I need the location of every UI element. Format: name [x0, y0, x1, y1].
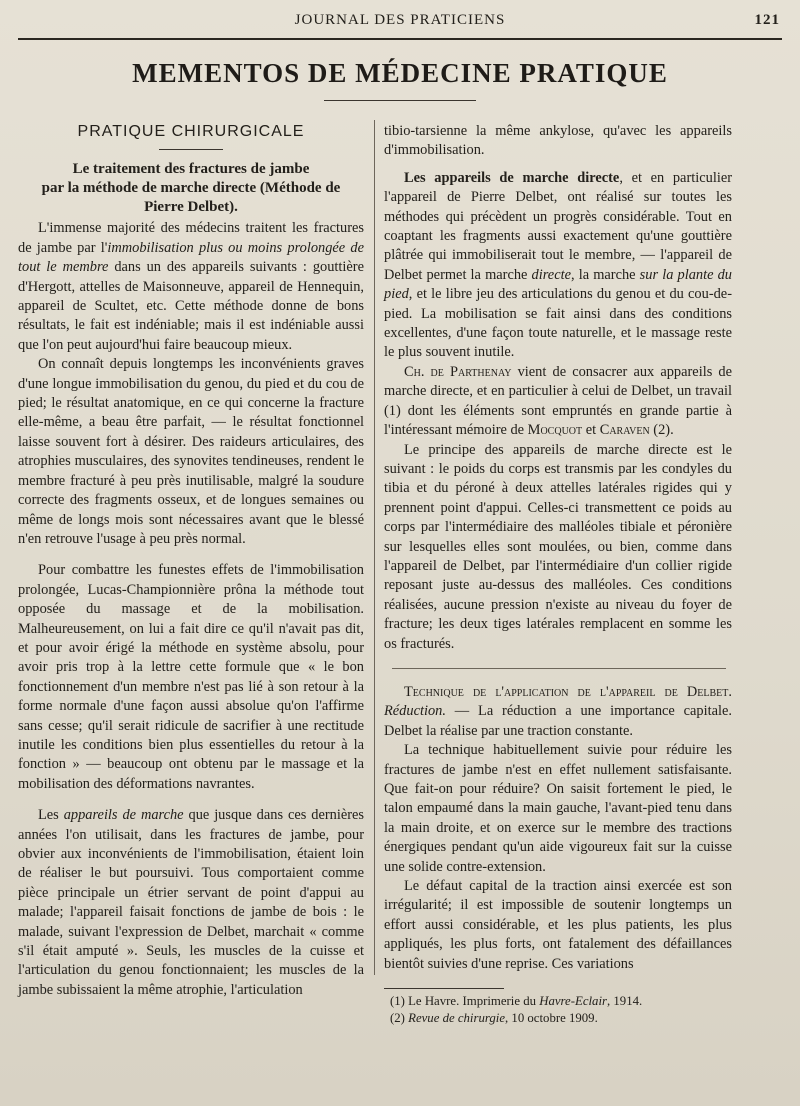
- article-title: [18, 160, 364, 217]
- article-title-line-2: par la méthode de marche directe (Méthode de: [41, 180, 341, 197]
- column-divider: [374, 120, 375, 975]
- paragraph-6: Les appareils de marche directe, et en particulier l'appareil de Pierre Delbet, ont réalisé sur toutes les méthodes qui précèdent un progrès considérable. Tout en coaptant les fragments aussi exactement qu'une gouttière plâtrée qui immobiliserait tout le membre, — l'appareil de Delbet permet la marche directe, la marche sur la plante du pied, et le libre jeu des articulations du genou et du cou-de-pied. La mobilisation se fait ainsi dans des conditions excellentes, d'une façon toute naturelle, et le massage reste le plus souvent inutile.: [384, 169, 732, 361]
- page-number: 121: [754, 12, 780, 28]
- left-column: [18, 120, 364, 1000]
- paragraph-9: Technique de l'application de l'appareil de Delbet. Réduction. — La réduction a une importance capitale. Delbet la réalise par une traction constante.: [384, 683, 732, 739]
- running-title: JOURNAL DES PRATICIENS: [294, 12, 506, 28]
- section-rule: [159, 149, 223, 150]
- paragraph-11: Le défaut capital de la traction ainsi exercée est son irrégularité; il est impossible de soutenir longtemps un effort aussi considérable, et les plus patients, les plus appliqués, les plus forts, ont fatalement des défaillances bientôt suivies d'une reprise. Ces variations: [384, 878, 732, 972]
- right-column: [384, 122, 732, 1026]
- paragraph-8: Le principe des appareils de marche directe est le suivant : le poids du corps est transmis par les condyles du tibia et du péroné à deux attelles latérales rigides qui y prennent point d'appui. Celles-ci transmettent ce poids au corps par l'intermédiaire des malléoles tibiale et péronière sur lesquelles elles sont moulées, ou bien, comme dans l'appareil de Delbet, par l'intermédiaire d'un collier rigide reposant juste au-dessus des malléoles. Ces conditions réalisées, aucune pression n'existe au niveau du foyer de fracture; les deux tiges latérales remplacent en somme les os fracturés.: [384, 441, 732, 652]
- paragraph-1: L'immense majorité des médecins traitent les fractures de jambe par l'immobilisation plus ou moins prolongée de tout le membre dans un des appareils suivants : gouttière d'Hergott, attelles de Maisonneuve, appareil de Hennequin, appareil de Scultet, etc. Cette méthode donne de bons résultats, le fait est indéniable; mais il est indéniable aussi que l'on peut aujourd'hui faire beaucoup mieux.: [18, 220, 364, 353]
- footnote-rule: [384, 988, 504, 989]
- article-title-line-3: Pierre Delbet).: [144, 199, 238, 216]
- paragraph-5: tibio-tarsienne la même ankylose, qu'avec les appareils d'immobilisation.: [384, 123, 732, 159]
- main-title: MEMENTOS DE MÉDECINE PRATIQUE: [132, 58, 668, 88]
- running-head: [18, 12, 782, 34]
- footnote-1: (1) Le Havre. Imprimerie du Havre-Eclair, 1914.: [390, 994, 643, 1009]
- title-rule: [324, 100, 476, 101]
- paragraph-4: Les appareils de marche que jusque dans ces dernières années l'on utilisait, dans les fractures de jambe, pour obvier aux inconvénients de l'immobilisation, étaient loin de réaliser le but poursuivi. Tous comportaient comme pièce principale un étrier servant de point d'appui au malade; l'appareil faisait fonctions de jambe de bois : le malade, suivant l'expression de Delbet, marchait « comme s'il était amputé ». Seuls, les muscles de la cuisse et l'articulation du genou fonctionnaient; les muscles de la jambe subissaient la même atrophie, l'articulation: [18, 807, 364, 998]
- footnote-2: (2) Revue de chirurgie, 10 octobre 1909.: [390, 1010, 598, 1025]
- paragraph-2: On connaît depuis longtemps les inconvénients graves d'une longue immobilisation du genou, du pied et du cou de pied; le résultat anatomique, en ce qui concerne la fracture elle-même, a beau être parfait, — le résultat fonctionnel laisse souvent fort à désirer. Des raideurs articulaires, des atrophies musculaires, des synovites tendineuses, rendent le membre fracturé à peu près inutilisable, malgré la soudure correcte des fragments osseux, et de longues semaines ou même de longs mois sont nécessaires avant que le blessé n'en retrouve l'usage à peu près normal.: [18, 356, 364, 547]
- paragraph-3: Pour combattre les funestes effets de l'immobilisation prolongée, Lucas-Championnière prôna la méthode tout opposée du massage et de la mobilisation. Malheureusement, on lui a fait dire ce qu'il n'avait pas dit, et pour avoir érigé la méthode en système absolu, pour avoir pris trop à la lettre cette formule que « le bon fonctionnement d'un membre n'est pas lié à son retour à la forme normale d'une façon aussi absolue qu'on l'affirme sans cesse; qu'il serait ridicule de sacrifier à une rectitude inutile les conditions bien plus essentielles du retour à la fonction » — beaucoup ont obtenu par le massage et la mobilisation des déformations navrantes.: [18, 562, 364, 792]
- paragraph-7: Ch. de Parthenay vient de consacrer aux appareils de marche directe, et en particulier à celui de Delbet, un travail (1) dont les éléments sont empruntés en grande partie à l'intéressant mémoire de Mocquot et Caraven (2).: [384, 363, 732, 439]
- section-separator: [392, 668, 726, 669]
- header-rule: [18, 38, 782, 40]
- section-heading: PRATIQUE CHIRURGICALE: [77, 123, 305, 140]
- paragraph-10: La technique habituellement suivie pour réduire les fractures de jambe n'est en effet nullement satisfaisante. Que fait-on pour réduire? On saisit fortement le pied, le talon empaumé dans la main gauche, l'avant-pied tenu dans la main droite, et on exerce sur le membre des tractions énergiques pendant qu'un aide vigoureux fait sur la cuisse une solide contre-extension.: [384, 742, 732, 875]
- article-title-line-1: Le traitement des fractures de jambe: [72, 161, 310, 178]
